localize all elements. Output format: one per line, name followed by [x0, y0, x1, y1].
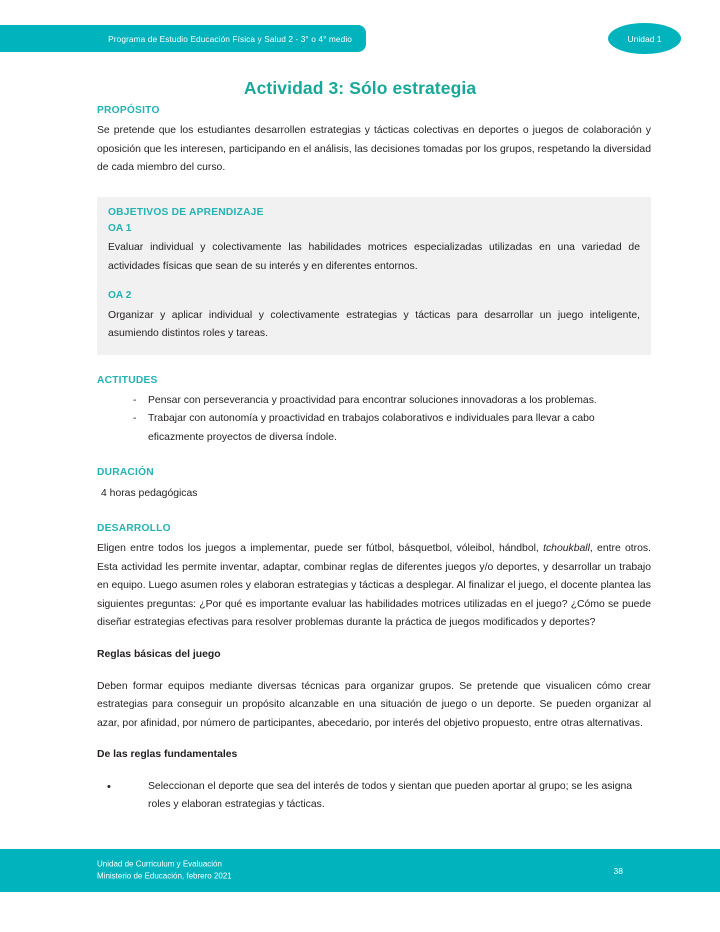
spacer — [97, 355, 651, 374]
footer-credit — [97, 858, 232, 883]
section-actitudes — [97, 374, 651, 448]
duracion-heading: DURACIÓN — [97, 467, 154, 479]
list-item: • Seleccionan el deporte que sea del interés de todos y sientan que pueden aportar al grupo; se les asigna roles y elaboran estrategias y tácticas. — [97, 778, 651, 815]
actitudes-heading: ACTITUDES — [97, 374, 158, 386]
objetivos-heading: OBJETIVOS DE APRENDIZAJE — [108, 206, 264, 218]
page-title: Actividad 3: Sólo estrategia — [243, 77, 477, 98]
document-content — [97, 104, 651, 815]
program-banner-label: Programa de Estudio Educación Física y Salud 2 - 3° o 4° medio — [108, 33, 352, 44]
spacer — [97, 633, 651, 646]
spacer — [97, 733, 651, 746]
oa1-text: Evaluar individual y colectivamente las habilidades motrices especializadas utilizadas en una variedad de actividades físicas que sean de su interés y en diferentes entornos. — [108, 242, 640, 272]
reglas-basicas-heading: Reglas básicas del juego — [97, 649, 221, 660]
oa2-code: OA 2 — [108, 290, 132, 302]
desarrollo-paragraph — [97, 540, 651, 633]
page-footer — [0, 849, 720, 892]
list-item: - Trabajar con autonomía y proactividad en trabajos colaborativos e individuales para llevar a cabo eficazmente proyectos de diversa índole. — [97, 410, 651, 447]
footer-credit-line1: Unidad de Curriculum y Evaluación — [97, 859, 222, 869]
spacer — [97, 665, 651, 678]
section-proposito — [97, 104, 651, 178]
spacer — [97, 503, 651, 522]
unit-badge-label: Unidad 1 — [627, 33, 662, 44]
page-number: 38 — [613, 865, 623, 876]
section-duracion — [97, 466, 651, 503]
footer-credit-line2: Ministerio de Educación, febrero 2021 — [97, 871, 232, 881]
section-desarrollo — [97, 522, 651, 814]
section-objetivos-aprendizaje — [97, 197, 651, 355]
spacer — [97, 447, 651, 466]
desarrollo-heading: DESARROLLO — [97, 523, 171, 535]
actitudes-list — [97, 392, 651, 448]
page-header — [0, 0, 720, 62]
reglas-basicas-text: Deben formar equipos mediante diversas técnicas para organizar grupos. Se pretende que visualicen cómo crear estrategias para conseguir un propósito alcanzable en una situación de juego o un deporte. Se pueden organizar al azar, por afinidad, por número de participantes, abecedario, por interés del objetivo propuesto, entre otras alternativas. — [97, 680, 651, 729]
proposito-heading: PROPÓSITO — [97, 105, 160, 116]
unit-badge — [608, 23, 681, 54]
program-banner — [0, 25, 366, 52]
desarrollo-paragraph-part2: , entre otros. Esta actividad les permite inventar, adaptar, combinar reglas de diferentes juegos y/o deportes, y desarrollar un trabajo en equipo. Luego asumen roles y elaboran estrategias y tácticas a desplegar. Al finalizar el juego, el docente plantea las siguientes preguntas: ¿Por qué es importante evaluar las habilidades motrices utilizadas en el juego? ¿Cómo se puede diseñar estrategias efectivas para resolver problemas durante la práctica de juegos modificados y deportes? — [97, 543, 651, 629]
desarrollo-italic-term: tchoukball — [543, 543, 590, 555]
duracion-value: 4 horas pedagógicas — [101, 487, 198, 499]
list-item: - Pensar con perseverancia y proactividad para encontrar soluciones innovadoras a los problemas. — [97, 392, 651, 411]
spacer — [97, 765, 651, 778]
desarrollo-paragraph-part1: Eligen entre todos los juegos a implementar, puede ser fútbol, básquetbol, vóleibol, hándbol, — [97, 543, 544, 555]
reglas-fundamentales-heading: De las reglas fundamentales — [97, 749, 238, 761]
proposito-text: Se pretende que los estudiantes desarrollen estrategias y tácticas colectivas en deportes o juegos de colaboración y oposición que les interesen, participando en el análisis, las decisiones tomadas por los grupos, respetando la diversidad de cada miembro del curso. — [97, 125, 651, 174]
reglas-fundamentales-list — [97, 778, 651, 815]
oa2-text: Organizar y aplicar individual y colectivamente estrategias y tácticas para desarrollar un juego inteligente, asumiendo distintos roles y tareas. — [108, 309, 640, 340]
oa1-code: OA 1 — [108, 223, 132, 235]
spacer — [97, 178, 651, 197]
